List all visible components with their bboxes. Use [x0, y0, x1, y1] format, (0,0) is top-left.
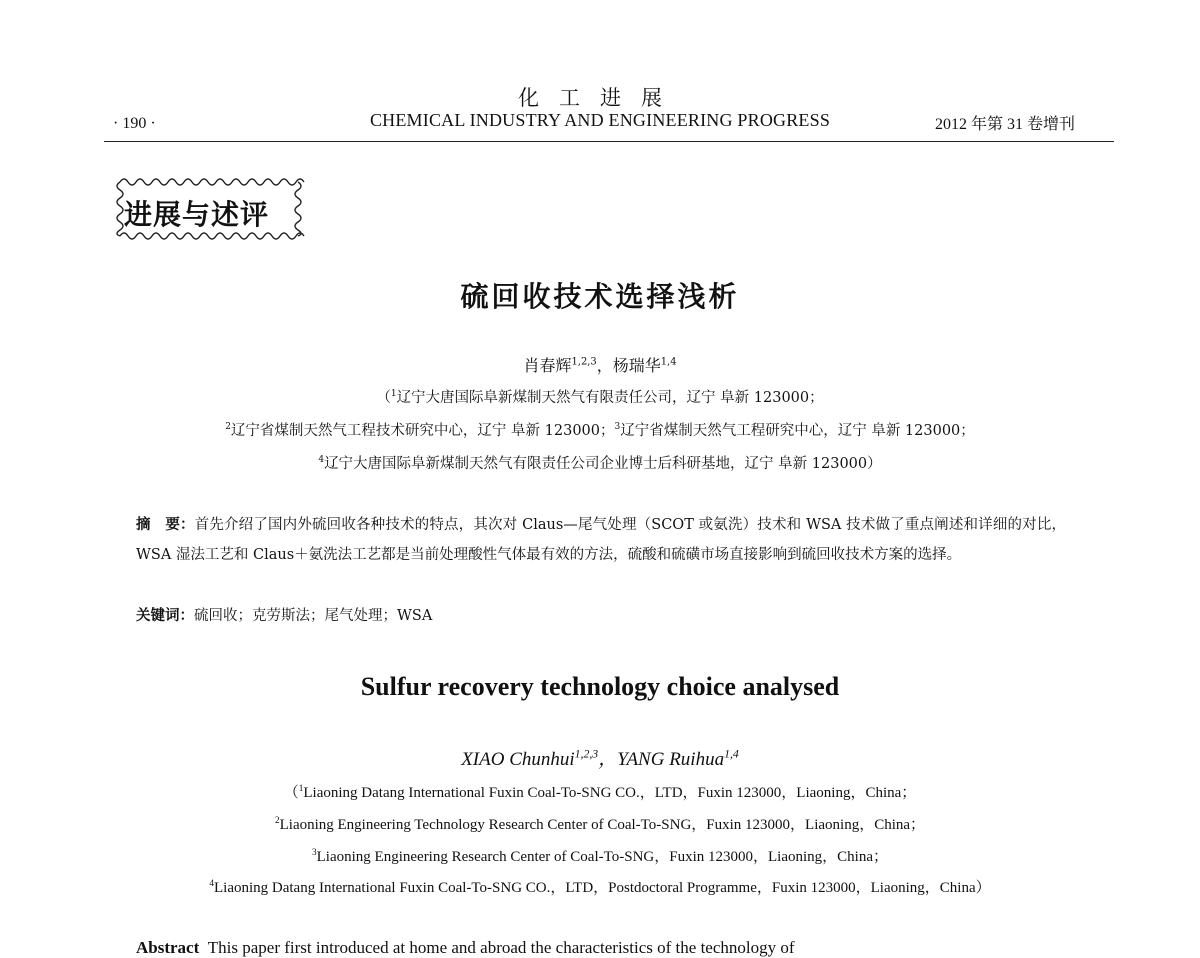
header-rule	[104, 141, 1114, 142]
affiliation-en-line: $^4$Liaoning Datang International Fuxin Coal-To-SNG CO.，LTD，Postdoctoral Programme，Fuxin 123000，Liaoning，China）	[209, 879, 991, 896]
affiliation-text: Liaoning Datang International Fuxin Coal-To-SNG CO.，LTD，Fuxin 123000，Liaoning，China；	[303, 785, 917, 801]
affiliation-cn-line	[0, 419, 1200, 440]
abstract-cn-label: 摘 要：	[136, 517, 195, 533]
authors-cn	[0, 353, 1200, 376]
affiliation-text: Liaoning Engineering Technology Research Center of Coal-To-SNG，Fuxin 123000，Liaoning，China；	[279, 817, 926, 833]
journal-title-en: CHEMICAL INDUSTRY AND ENGINEERING PROGRESS	[369, 110, 831, 130]
affiliation-sup: 3	[614, 422, 621, 433]
affiliation-text: Liaoning Engineering Research Center of Coal-To-SNG，Fuxin 123000，Liaoning，China；	[316, 849, 888, 865]
authors-en	[0, 744, 1200, 771]
affiliation-en-line	[0, 813, 1200, 834]
keywords-cn-text: 硫回收；克劳斯法；尾气处理；WSA	[194, 608, 433, 624]
affiliation-sup: 4	[209, 879, 214, 889]
affiliation-text: 辽宁省煤制天然气工程研究中心，辽宁 阜新 123000；	[620, 423, 975, 439]
author-separator: ，	[598, 749, 618, 770]
affiliation-text: 辽宁大唐国际阜新煤制天然气有限责任公司，辽宁 阜新 123000；	[396, 390, 824, 406]
author-name: 杨瑞华	[612, 356, 661, 375]
abstract-en	[136, 938, 1076, 958]
affiliation-cn-line: $^4$辽宁大唐国际阜新煤制天然气有限责任公司企业博士后科研基地，辽宁 阜新 123000）	[318, 455, 882, 472]
author-separator: ，	[596, 356, 613, 375]
page-number: · 190 ·	[113, 115, 156, 132]
affiliation-en-line: （$^1$Liaoning Datang International Fuxin Coal-To-SNG CO.，LTD，Fuxin 123000，Liaoning，China；	[283, 784, 917, 801]
keywords-cn-label: 关键词：	[136, 608, 194, 624]
author-affil-sup: 1,2,3	[574, 747, 599, 761]
section-label: 进展与述评	[124, 198, 270, 231]
affiliation-sup: 2	[225, 422, 231, 433]
affiliation-text: Liaoning Datang International Fuxin Coal-To-SNG CO.，LTD，Postdoctoral Programme，Fuxin 123000，Liaoning，China	[213, 880, 976, 896]
author-name: XIAO Chunhui	[461, 749, 575, 770]
keywords-cn	[136, 601, 1066, 631]
author-affil-sup: 1,4	[660, 356, 677, 368]
affiliation-sup: 2	[274, 816, 280, 826]
affiliation-text: 辽宁大唐国际阜新煤制天然气有限责任公司企业博士后科研基地，辽宁 阜新 123000	[324, 456, 868, 472]
affiliation-text: 辽宁省煤制天然气工程技术研究中心，辽宁 阜新 123000；	[230, 423, 615, 439]
journal-title-cn: 化工进展	[518, 86, 682, 110]
author-name: YANG Ruihua	[617, 749, 725, 770]
author-affil-sup: 1,4	[724, 747, 739, 761]
issue-info: 2012 年第 31 卷增刊	[935, 116, 1076, 133]
affiliation-cn-line: （$^1$辽宁大唐国际阜新煤制天然气有限责任公司，辽宁 阜新 123000；	[376, 389, 824, 406]
paper-title-en: Sulfur recovery technology choice analysed	[360, 672, 840, 701]
author-name: 肖春辉	[523, 356, 572, 375]
abstract-en-text: This paper first introduced at home and abroad the characteristics of the technology of	[207, 938, 795, 957]
paper-title-cn: 硫回收技术选择浅析	[460, 280, 740, 313]
affiliation-sup: 1	[298, 784, 304, 794]
affiliation-en-line	[0, 845, 1200, 866]
affiliation-sup: 3	[311, 848, 317, 858]
affiliation-sup: 1	[390, 389, 397, 400]
abstract-cn	[136, 510, 1066, 570]
author-affil-sup: 1,2,3	[571, 356, 597, 368]
affiliation-sup: 4	[318, 455, 325, 466]
abstract-cn-text: 首先介绍了国内外硫回收各种技术的特点，其次对 Claus—尾气处理（SCOT 或氨洗）技术和 WSA 技术做了重点阐述和详细的对比，WSA 湿法工艺和 Claus＋氨洗法工艺都是当前处理酸性气体最有效的方法，硫酸和硫磺市场直接影响到硫回收技术方案的选择。	[136, 517, 1067, 563]
abstract-en-label: Abstract	[136, 938, 200, 957]
